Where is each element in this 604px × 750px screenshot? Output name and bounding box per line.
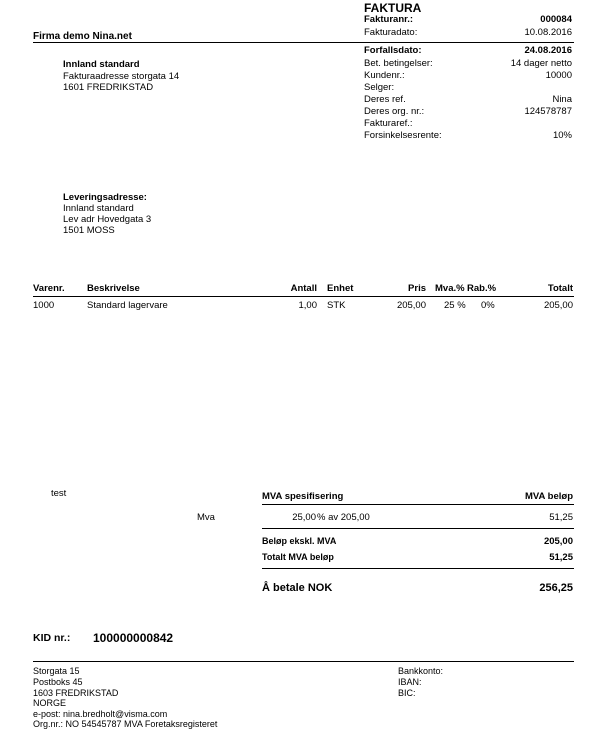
col-unit: Enhet: [327, 283, 354, 294]
due-date-label: Forfallsdato:: [364, 45, 422, 56]
org-no-label: Deres org. nr.:: [364, 106, 425, 117]
row-total: 205,00: [543, 300, 573, 311]
row-vat-pct: 25 %: [444, 300, 466, 311]
footer-bank-label: Bankkonto:: [398, 666, 444, 676]
footer-country: NORGE: [33, 698, 67, 708]
excl-vat-label: Beløp ekskl. MVA: [262, 536, 337, 546]
billing-city: 1601 FREDRIKSTAD: [63, 82, 154, 93]
invoice-date-label: Fakturadato:: [364, 27, 418, 38]
delivery-street: Lev adr Hovedgata 3: [63, 214, 152, 225]
billing-name: Innland standard: [63, 59, 140, 70]
footer-bic-label: BIC:: [398, 688, 416, 698]
kid-value: 100000000842: [93, 631, 174, 645]
invoice-ref-label: Fakturaref.:: [364, 118, 413, 129]
row-price: 205,00: [396, 300, 426, 311]
col-discount-pct: Rab.%: [467, 283, 497, 294]
invoice-no: 000084: [540, 14, 572, 25]
excl-vat-value: 205,00: [543, 536, 573, 547]
delivery-title: Leveringsadresse:: [63, 192, 147, 203]
footer-city: 1603 FREDRIKSTAD: [33, 688, 119, 698]
vat-row-label: Mva: [197, 512, 215, 523]
terms: 14 dager netto: [510, 58, 572, 69]
vat-spec-header: MVA spesifisering: [262, 491, 344, 502]
footer-street: Storgata 15: [33, 666, 80, 676]
seller-label: Selger:: [364, 82, 395, 93]
vat-amount: 51,25: [549, 512, 573, 523]
delivery-name: Innland standard: [63, 203, 134, 214]
billing-street: Fakturaadresse storgata 14: [63, 71, 180, 82]
row-discount-pct: 0%: [481, 300, 495, 311]
col-description: Beskrivelse: [87, 283, 140, 294]
footer-divider: [33, 661, 574, 662]
amount-due-value: 256,25: [539, 582, 573, 594]
col-price: Pris: [408, 283, 426, 294]
totals-divider: [262, 568, 574, 569]
note: test: [51, 488, 67, 499]
invoice-date: 10.08.2016: [524, 27, 572, 38]
col-qty: Antall: [290, 283, 317, 294]
customer-no-label: Kundenr.:: [364, 70, 405, 81]
kid-label: KID nr.:: [33, 632, 71, 644]
doc-title: FAKTURA: [364, 1, 422, 15]
footer-org: Org.nr.: NO 54545787 MVA Foretaksregisteret: [33, 719, 218, 729]
row-unit: STK: [327, 300, 346, 311]
col-vat-pct: Mva.%: [435, 283, 465, 294]
company-name: Firma demo Nina.net: [33, 31, 132, 42]
your-ref-label: Deres ref.: [364, 94, 406, 105]
header-divider: [33, 42, 574, 43]
customer-no: 10000: [545, 70, 572, 81]
table-header-divider: [33, 296, 574, 297]
terms-label: Bet. betingelser:: [364, 58, 433, 69]
row-description: Standard lagervare: [87, 300, 168, 311]
interest: 10%: [552, 130, 572, 141]
footer-iban-label: IBAN:: [398, 677, 422, 687]
your-ref: Nina: [552, 94, 572, 105]
footer-po-box: Postboks 45: [33, 677, 83, 687]
col-item-no: Varenr.: [33, 283, 65, 294]
due-date: 24.08.2016: [524, 45, 572, 56]
amount-due-label: Å betale NOK: [262, 582, 333, 594]
total-vat-label: Totalt MVA beløp: [262, 552, 334, 562]
footer-email: e-post: nina.bredholt@visma.com: [33, 709, 168, 719]
vat-rate-base: % av 205,00: [317, 512, 370, 523]
invoice-no-label: Fakturanr.:: [364, 14, 414, 25]
interest-label: Forsinkelsesrente:: [364, 130, 442, 141]
row-qty: 1,00: [298, 300, 317, 311]
col-total: Totalt: [547, 283, 573, 294]
vat-header-divider: [262, 504, 574, 505]
row-item-no: 1000: [33, 300, 55, 311]
vat-rate: 25,00: [292, 512, 316, 523]
delivery-city: 1501 MOSS: [63, 225, 115, 236]
org-no: 124578787: [524, 106, 572, 117]
vat-amount-header: MVA beløp: [524, 491, 573, 502]
vat-row-divider: [262, 528, 574, 529]
total-vat-value: 51,25: [549, 552, 573, 563]
